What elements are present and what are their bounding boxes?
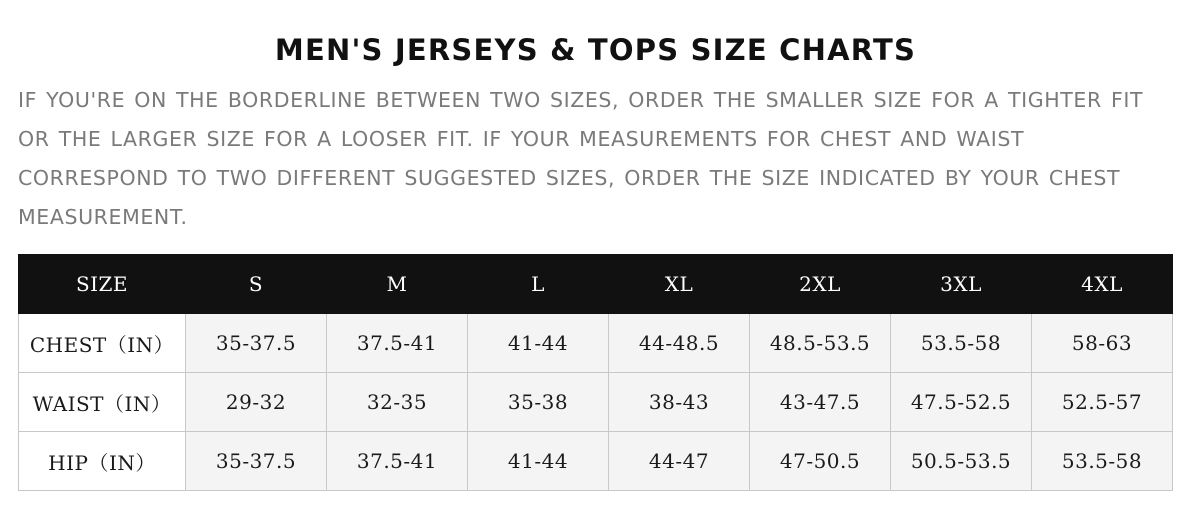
table-header-cell: 3XL: [891, 255, 1032, 314]
table-cell: 38-43: [609, 373, 750, 432]
row-label: CHEST（IN）: [19, 314, 186, 373]
table-header-cell: L: [468, 255, 609, 314]
intro-paragraph: IF YOU'RE ON THE BORDERLINE BETWEEN TWO SIZES, ORDER THE SMALLER SIZE FOR A TIGHTER FIT OR THE LARGER SIZE FOR A LOOSER FIT. IF YOUR MEASUREMENTS FOR CHEST AND WAIST CORRESPOND TO TWO DIFFERENT SUGGESTED SIZES, ORDER THE SIZE INDICATED BY YOUR CHEST MEASUREMENT.: [18, 88, 1144, 229]
table-cell: 47.5-52.5: [891, 373, 1032, 432]
table-cell: 41-44: [468, 314, 609, 373]
size-chart-table-wrapper: [18, 254, 1173, 491]
table-header-cell: 4XL: [1032, 255, 1173, 314]
table-cell: 48.5-53.5: [750, 314, 891, 373]
table-header-cell: SIZE: [19, 255, 186, 314]
table-header-cell: S: [186, 255, 327, 314]
table-cell: 35-37.5: [186, 432, 327, 491]
table-cell: 53.5-58: [891, 314, 1032, 373]
table-header-row: [19, 255, 1173, 314]
table-cell: 29-32: [186, 373, 327, 432]
table-row: [19, 432, 1173, 491]
table-cell: 58-63: [1032, 314, 1173, 373]
table-cell: 32-35: [327, 373, 468, 432]
table-cell: 47-50.5: [750, 432, 891, 491]
table-cell: 35-38: [468, 373, 609, 432]
table-cell: 35-37.5: [186, 314, 327, 373]
size-chart-table: [18, 254, 1173, 491]
page-title: MEN'S JERSEYS & TOPS SIZE CHARTS: [274, 33, 917, 67]
table-row: [19, 373, 1173, 432]
table-cell: 44-47: [609, 432, 750, 491]
row-label: HIP（IN）: [19, 432, 186, 491]
table-header-cell: XL: [609, 255, 750, 314]
table-cell: 37.5-41: [327, 314, 468, 373]
table-cell: 41-44: [468, 432, 609, 491]
table-cell: 52.5-57: [1032, 373, 1173, 432]
table-cell: 43-47.5: [750, 373, 891, 432]
table-row: [19, 314, 1173, 373]
table-cell: 37.5-41: [327, 432, 468, 491]
table-cell: 44-48.5: [609, 314, 750, 373]
table-cell: 50.5-53.5: [891, 432, 1032, 491]
table-cell: 53.5-58: [1032, 432, 1173, 491]
table-header-cell: 2XL: [750, 255, 891, 314]
row-label: WAIST（IN）: [19, 373, 186, 432]
table-header-cell: M: [327, 255, 468, 314]
